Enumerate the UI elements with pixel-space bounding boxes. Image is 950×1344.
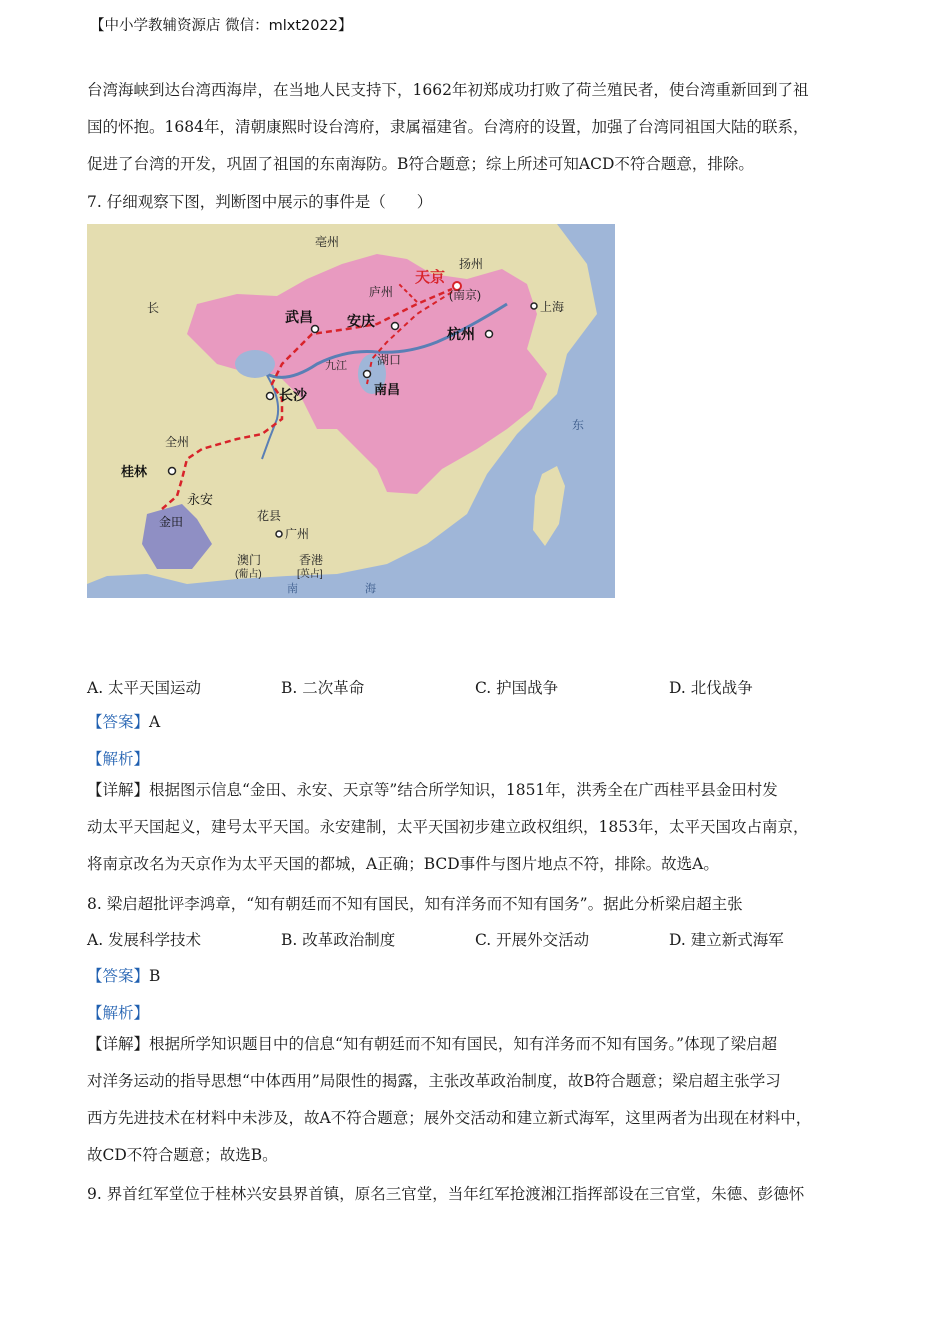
intro-line: 台湾海峡到达台湾西海岸，在当地人民支持下，1662年初郑成功打败了荷兰殖民者，使台湾重新回到了祖 <box>87 81 809 99</box>
label-yangzhou: 扬州 <box>459 257 484 271</box>
guilin-marker <box>169 468 176 475</box>
label-bozhou: 亳州 <box>315 235 340 249</box>
question-8-stem: 8. 梁启超批评李鸿章，“知有朝廷而不知有国民，知有洋务而不知有国务”。据此分析梁启超主张 <box>87 895 743 913</box>
option-a[interactable]: A. 太平天国运动 <box>87 679 202 697</box>
answer-value: A <box>149 713 161 731</box>
answer-tag: 【答案】 <box>87 967 150 985</box>
intro-paragraph <box>87 72 867 183</box>
label-yongan: 永安 <box>187 492 214 507</box>
label-huaxian: 花县 <box>257 509 282 523</box>
answer-tag: 【答案】 <box>87 713 150 731</box>
question-8-analysis-tag: 【解析】 <box>87 1004 150 1022</box>
answer-value: B <box>149 967 161 985</box>
label-shanghai: 上海 <box>540 300 565 314</box>
detail-line: 西方先进技术在材料中未涉及，故A不符合题意；展外交活动和建立新式海军，这里两者为出现在材料中， <box>87 1109 812 1127</box>
label-wuchang: 武昌 <box>285 309 313 325</box>
hangzhou-marker <box>486 331 493 338</box>
guangzhou-marker <box>276 531 282 537</box>
detail-line: 【详解】根据图示信息“金田、永安、天京等”结合所学知识，1851年，洪秀全在广西桂平县金田村发 <box>87 781 778 799</box>
label-guangzhou: 广州 <box>285 527 310 541</box>
question-9-stem: 9. 界首红军堂位于桂林兴安县界首镇，原名三官堂，当年红军抢渡湘江指挥部设在三官堂，朱德、彭德怀 <box>87 1185 805 1203</box>
detail-line: 动太平天国起义，建号太平天国。永安建制，太平天国初步建立政权组织，1853年，太平天国攻占南京， <box>87 818 809 836</box>
question-7-detail <box>87 772 867 883</box>
intro-line: 国的怀抱。1684年，清朝康熙时设台湾府，隶属福建省。台湾府的设置，加强了台湾同祖国大陆的联系， <box>87 118 809 136</box>
detail-line: 将南京改名为天京作为太平天国的都城，A正确；BCD事件与图片地点不符，排除。故选A。 <box>87 855 719 873</box>
question-7-analysis-tag: 【解析】 <box>87 750 150 768</box>
option-d[interactable]: D. 北伐战争 <box>669 679 753 697</box>
question-8-detail <box>87 1026 867 1174</box>
nanchang-marker <box>364 371 371 378</box>
label-quanzhou: 全州 <box>165 435 190 449</box>
wuchang-marker <box>312 326 319 333</box>
option-a[interactable]: A. 发展科学技术 <box>87 931 202 949</box>
option-b[interactable]: B. 二次革命 <box>281 679 365 697</box>
label-tianjing: 天京 <box>415 269 446 286</box>
detail-line: 【详解】根据所学知识题目中的信息“知有朝廷而不知有国民，知有洋务而不知有国务。”体现了梁启超 <box>87 1035 778 1053</box>
detail-line: 对洋务运动的指导思想“中体西用”局限性的揭露，主张改革政治制度，故B符合题意；梁启超主张学习 <box>87 1072 781 1090</box>
dongting-lake <box>235 350 275 378</box>
label-east: 东 <box>572 418 585 432</box>
label-sea: 海 <box>365 583 376 595</box>
question-8-answer <box>87 964 160 986</box>
intro-line: 促进了台湾的开发，巩固了祖国的东南海防。B符合题意；综上所述可知ACD不符合题意，排除。 <box>87 155 754 173</box>
label-british-occupied: [英占] <box>297 569 323 580</box>
label-jintian: 金田 <box>159 515 184 529</box>
detail-line: 故CD不符合题意；故选B。 <box>87 1146 278 1164</box>
label-nanchang: 南昌 <box>374 382 401 397</box>
taiping-map-image <box>87 224 615 598</box>
label-hangzhou: 杭州 <box>447 326 475 342</box>
option-c[interactable]: C. 护国战争 <box>475 679 559 697</box>
option-b[interactable]: B. 改革政治制度 <box>281 931 396 949</box>
option-c[interactable]: C. 开展外交活动 <box>475 931 590 949</box>
label-anqing: 安庆 <box>347 313 375 329</box>
label-hukou: 湖口 <box>377 353 402 367</box>
label-chang: 长 <box>147 301 160 315</box>
label-portuguese-occupied: (葡占) <box>235 569 262 580</box>
anqing-marker <box>392 323 399 330</box>
label-nanjing: (南京) <box>449 288 481 302</box>
page-header: 【中小学教辅资源店 微信：mlxt2022】 <box>90 18 353 34</box>
shanghai-marker <box>531 303 537 309</box>
option-d[interactable]: D. 建立新式海军 <box>669 931 784 949</box>
label-luzhou: 庐州 <box>369 285 394 299</box>
label-changsha: 长沙 <box>279 387 307 403</box>
label-jiujiang: 九江 <box>325 360 347 372</box>
label-south: 南 <box>287 583 298 595</box>
label-guilin: 桂林 <box>121 464 148 479</box>
label-aomen: 澳门 <box>237 553 262 567</box>
question-7-answer <box>87 710 160 732</box>
changsha-marker <box>267 393 274 400</box>
question-7-stem: 7. 仔细观察下图，判断图中展示的事件是（ ） <box>87 193 433 211</box>
label-xianggang: 香港 <box>299 553 324 567</box>
